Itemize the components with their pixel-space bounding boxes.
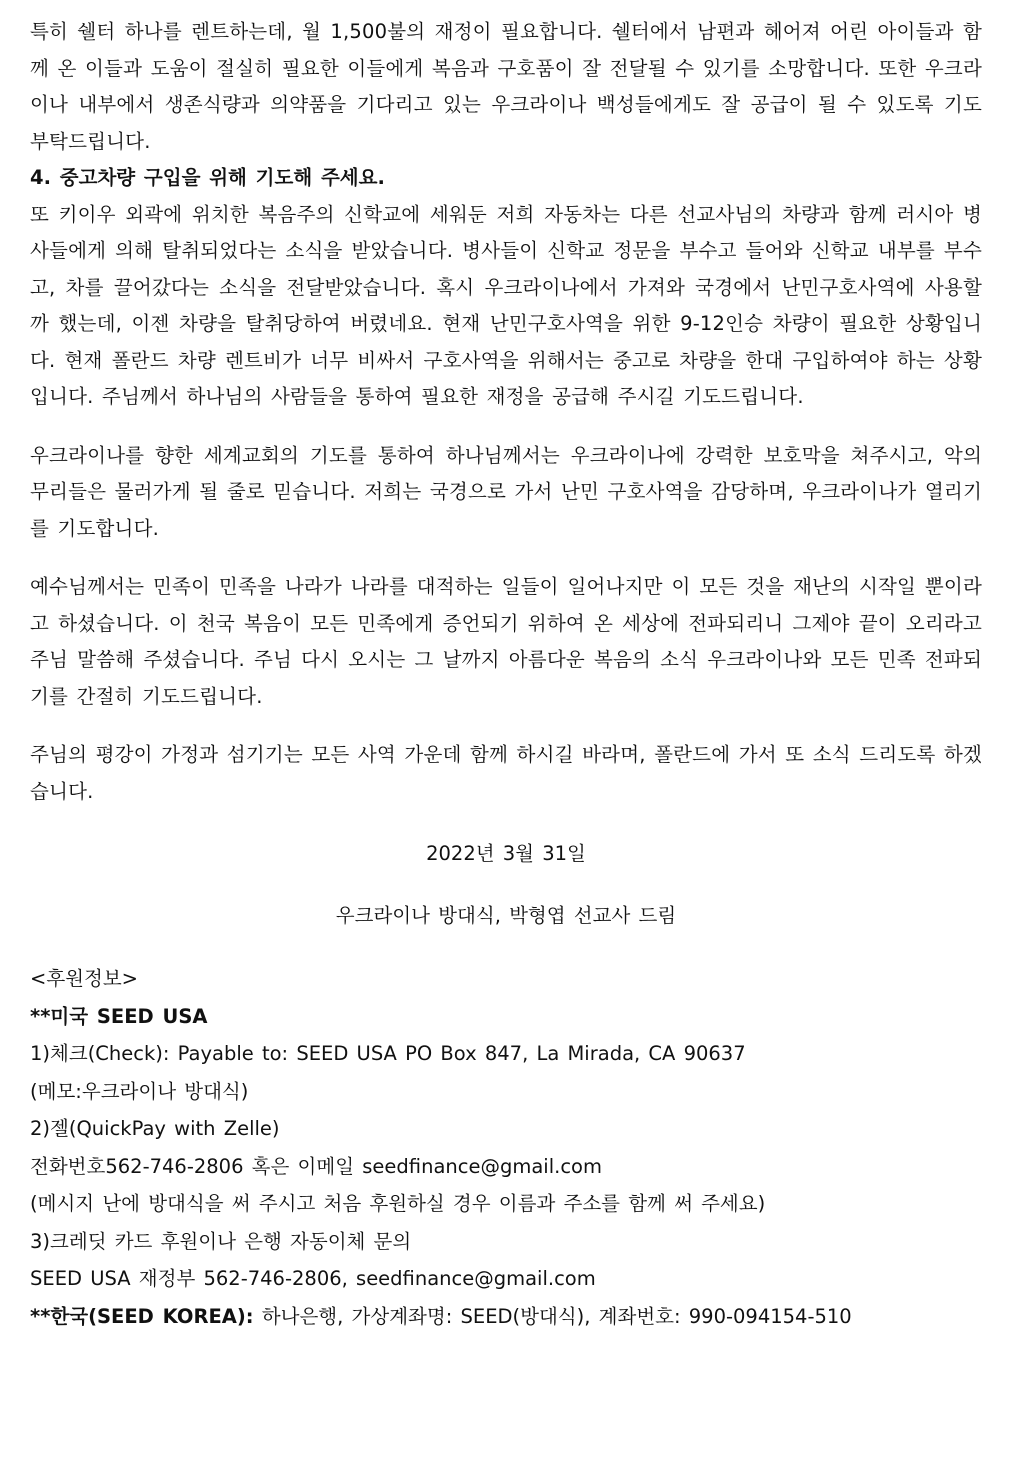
sponsor-credit-title: 3)크레딧 카드 후원이나 은행 자동이체 문의 <box>30 1229 412 1253</box>
letter-signer: 우크라이나 방대식, 박형엽 선교사 드림 <box>335 904 677 927</box>
sponsor-zelle-contact: 전화번호562-746-2806 혹은 이메일 seedfinance@gmail.com <box>30 1154 602 1178</box>
letter-date: 2022년 3월 31일 <box>426 842 586 865</box>
paragraph-world-church: 우크라이나를 향한 세계교회의 기도를 통하여 하나님께서는 우크라이나에 강력한 보호막을 쳐주시고, 악의 무리들은 물러가게 될 줄로 믿습니다. 저희는 국경으로 가서 난민 구호사역을 감당하며, 우크라이나가 열리기를 기도합니다. <box>30 443 982 540</box>
paragraph-vehicle: 또 키이우 외곽에 위치한 복음주의 신학교에 세워둔 저희 자동차는 다른 선교사님의 차량과 함께 러시아 병사들에게 의해 탈취되었다는 소식을 받았습니다. 병사들이 신학교 정문을 부수고 들어와 신학교 내부를 부수고, 차를 끌어갔다는 소식을 전달받았습니다. 혹시 우크라이나에서 가져와 국경에서 난민구호사역에 사용할까 했는데, 이젠 차량을 탈취당하여 버렸네요. 현재 난민구호사역을 위한 9-12인승 차량이 필요한 상황입니다. 현재 폴란드 차량 렌트비가 너무 비싸서 구호사역을 위해서는 중고로 차량을 한대 구입하여야 하는 상황입니다. 주님께서 하나님의 사람들을 통하여 필요한 재정을 공급해 주시길 기도드립니다. <box>30 202 982 408</box>
sponsor-header: <후원정보> <box>30 967 139 990</box>
sponsor-check-line: 1)체크(Check): Payable to: SEED USA PO Box 847, La Mirada, CA 90637 <box>30 1042 746 1065</box>
letter-page <box>30 14 982 1335</box>
sponsor-zelle-title: 2)젤(QuickPay with Zelle) <box>30 1117 280 1140</box>
sponsor-korea-line <box>30 1298 982 1336</box>
sponsor-korea-label: **한국(SEED KOREA): <box>30 1304 254 1328</box>
sponsor-usa-title: **미국 SEED USA <box>30 1004 208 1028</box>
sponsor-zelle-note: (메시지 난에 방대식을 써 주시고 처음 후원하실 경우 이름과 주소를 함께 써 주세요) <box>30 1192 766 1215</box>
paragraph-shelter: 특히 쉘터 하나를 렌트하는데, 월 1,500불의 재정이 필요합니다. 쉘터에서 남편과 헤어져 어린 아이들과 함께 온 이들과 도움이 절실히 필요한 이들에게 복음과 구호품이 잘 전달될 수 있기를 소망합니다. 또한 우크라이나 내부에서 생존식량과 의약품을 기다리고 있는 우크라이나 백성들에게도 잘 공급이 될 수 있도록 기도 부탁드립니다. <box>30 20 982 153</box>
sponsor-check-memo: (메모:우크라이나 방대식) <box>30 1079 249 1103</box>
paragraph-jesus-words: 예수님께서는 민족이 민족을 나라가 나라를 대적하는 일들이 일어나지만 이 모든 것을 재난의 시작일 뿐이라고 하셨습니다. 이 천국 복음이 모든 민족에게 증언되기 위하여 온 세상에 전파되리니 그제야 끝이 오리라고 주님 말씀해 주셨습니다. 주님 다시 오시는 그 날까지 아름다운 복음의 소식 우크라이나와 모든 민족 전파되기를 간절히 기도드립니다. <box>30 575 982 708</box>
section-heading-vehicle: 4. 중고차량 구입을 위해 기도해 주세요. <box>30 166 385 189</box>
paragraph-peace: 주님의 평강이 가정과 섬기기는 모든 사역 가운데 함께 하시길 바라며, 폴란드에 가서 또 소식 드리도록 하겠습니다. <box>30 743 982 803</box>
sponsor-korea-details: 하나은행, 가상계좌명: SEED(방대식), 계좌번호: 990-094154-510 <box>253 1304 852 1328</box>
sponsor-credit-contact: SEED USA 재정부 562-746-2806, seedfinance@gmail.com <box>30 1267 596 1290</box>
sponsor-info <box>30 960 982 1335</box>
